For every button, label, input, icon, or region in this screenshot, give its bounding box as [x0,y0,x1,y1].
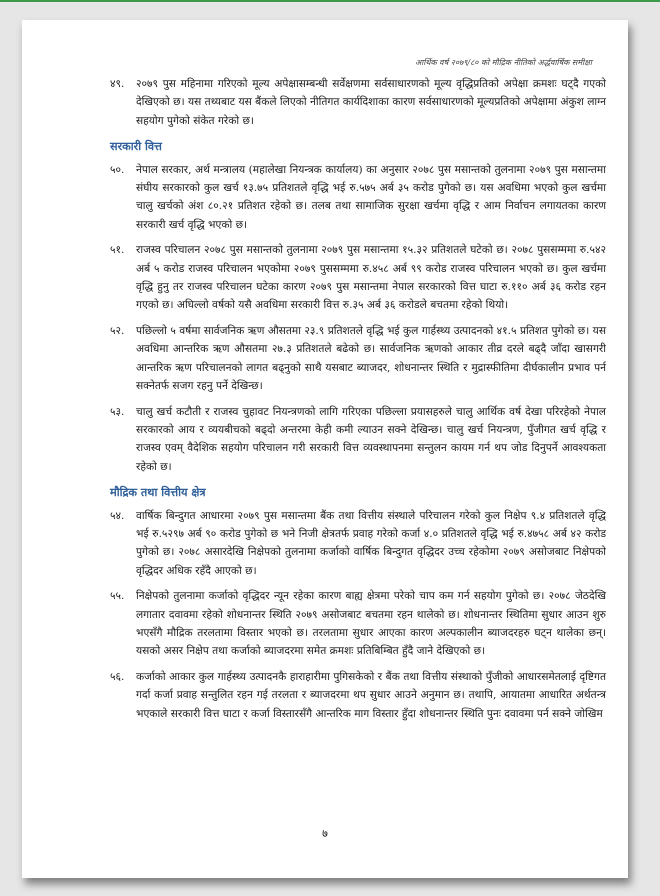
section-heading-monetary-financial: मौद्रिक तथा वित्तीय क्षेत्र [110,485,206,500]
paragraph-text: वार्षिक बिन्दुगत आधारमा २०७९ पुस मसान्तमा बैंक तथा वित्तीय संस्थाले परिचालन गरेको कुल निक्षेप ९.४ प्रतिशतले वृद्धि भई रु.५२९७ अर्ब ९० करोड पुगेको छ भने निजी क्षेत्रतर्फ प्रवाह गरेको कर्जा ४.० प्रतिशतले वृद्धि भई रु.४७५८ अर्ब ४२ करोड पुगेको छ। २०७८ असारदेखि निक्षेपको तुलनामा कर्जाको वार्षिक बिन्दुगत वृद्धिदर उच्च रहेकोमा २०७९ असोजबाट निक्षेपको वृद्धिदर अधिक रहँदै आएको छ। [136,509,606,577]
running-header: आर्थिक वर्ष २०७९/८० को मौद्रिक नीतिको अर्द्धवार्षिक समीक्षा [415,58,592,67]
paragraph-55 [110,587,606,661]
page-content [110,75,606,730]
paragraph-number: ५०. [110,163,125,176]
paragraph-51 [110,241,606,315]
section-heading-government-finance: सरकारी वित्त [110,139,162,154]
paragraph-text: २०७९ पुस महिनामा गरिएको मूल्य अपेक्षासम्बन्धी सर्वेक्षणमा सर्वसाधारणको मूल्य वृद्धिप्रतिको अपेक्षा क्रमशः घट्दै गएको देखिएको छ। यस तथ्यबाट यस बैंकले लिएको नीतिगत कार्यदिशाका कारण सर्वसाधारणको मूल्यप्रतिको अपेक्षामा अंकुश लाग्न सहयोग पुगेको संकेत गरेको छ। [136,78,606,127]
paragraph-50 [110,161,606,235]
paragraph-56 [110,668,606,723]
document-page [22,20,628,878]
paragraph-text: चालु खर्च कटौती र राजस्व चुहावट नियन्त्रणको लागि गरिएका पछिल्ला प्रयासहरुले चालु आर्थिक वर्ष देखा परिरहेको नेपाल सरकारको आय र व्ययबीचको बढ्दो अन्तरमा केही कमी ल्याउन सक्ने देखिन्छ। चालु खर्च नियन्त्रण, पुँजीगत खर्च वृद्धि र राजस्व एवम् वैदेशिक सहयोग परिचालन गरी सरकारी वित्त व्यवस्थापनमा सन्तुलन कायम गर्न थप जोड दिनुपर्ने आवश्यकता रहेको छ। [136,405,606,473]
paragraph-number: ४९. [110,78,125,90]
paragraph-text: राजस्व परिचालन २०७८ पुस मसान्तको तुलनामा २०७९ पुस मसान्तमा १५.३२ प्रतिशतले घटेको छ। २०७८ पुससम्ममा रु.५४२ अर्ब ५ करोड राजस्व परिचालन भएकोमा २०७९ पुससम्ममा रु.४५८ अर्ब ९९ करोड राजस्व परिचालन भएको छ। कुल खर्चमा वृद्धि हुनु तर राजस्व परिचालन घटेका कारण २०७९ पुस मसान्तमा नेपाल सरकारको वित्त घाटा रु.११० अर्ब ३६ करोड रहन गएको छ। अघिल्लो वर्षको यसै अवधिमा सरकारी वित्त रु.३५ अर्ब ३६ करोडले बचतमा रहेको थियो। [136,244,606,312]
paragraph-54 [110,507,606,581]
paragraph-text: नेपाल सरकार, अर्थ मन्त्रालय (महालेखा नियन्त्रक कार्यालय) का अनुसार २०७८ पुस मसान्तको तुलनामा २०७९ पुस मसान्तमा संघीय सरकारको कुल खर्च १३.७५ प्रतिशतले वृद्धि भई रु.५७५ अर्ब ३५ करोड पुगेको छ। यस अवधिमा भएको कुल खर्चमा चालु खर्चको अंश ८०.२१ प्रतिशत रहेको छ। तलब तथा सामाजिक सुरक्षा खर्चमा वृद्धि र आम निर्वाचन लगायतका कारण सरकारी खर्च वृद्धि भएको छ। [136,163,606,231]
paragraph-number: ५५. [110,590,125,603]
paragraph-number: ५१. [110,244,125,257]
paragraph-number: ५४. [110,509,125,522]
paragraph-text: निक्षेपको तुलनामा कर्जाको वृद्धिदर न्यून रहेका कारण बाह्य क्षेत्रमा परेको चाप कम गर्न सहयोग पुगेको छ। २०७८ जेठदेखि लगातार दवावमा रहेको शोधनान्तर स्थिति २०७९ असोजबाट बचतमा रहन थालेको छ। शोधनान्तर स्थितिमा सुधार आउन शुरु भएसँगै मौद्रिक तरलतामा विस्तार भएको छ। तरलतामा सुधार आएका कारण अल्पकालीन ब्याजदरहरु घट्न थालेका छन्। यसको असर निक्षेप तथा कर्जाको ब्याजदरमा समेत क्रमशः प्रतिबिम्बित हुँदै जाने देखिएको छ। [136,590,606,658]
paragraph-number: ५३. [110,405,125,418]
paragraph-number: ५६. [110,670,125,683]
paragraph-52 [110,322,606,396]
paragraph-49 [110,75,606,130]
paragraph-text: पछिल्लो ५ वर्षमा सार्वजनिक ऋण औसतमा २३.९ प्रतिशतले वृद्धि भई कुल गार्हस्थ्य उत्पादनको ४१.५ प्रतिशत पुगेको छ। यस अवधिमा आन्तरिक ऋण औसतमा २७.३ प्रतिशतले बढेको छ। सार्वजनिक ऋणको आकार तीव्र दरले बढ्दै जाँदा खासगरी आन्तरिक ऋण परिचालनको लागत बढ्नुको साथै यसबाट ब्याजदर, शोधनान्तर स्थिति र मुद्रास्फीतिमा दीर्घकालीन प्रभाव पर्न सक्नेतर्फ सजग रहनु पर्ने देखिन्छ। [136,324,606,393]
page-number: ७ [322,827,328,840]
paragraph-text: कर्जाको आकार कुल गार्हस्थ्य उत्पादनकै हाराहारीमा पुगिसकेको र बैंक तथा वित्तीय संस्थाको पुँजीको आधारसमेतलाई दृष्टिगत गर्दा कर्जा प्रवाह सन्तुलित रहन गई तरलता र ब्याजदरमा थप सुधार आउने अनुमान छ। तथापि, आयातमा आधारित अर्थतन्त्र भएकाले सरकारी वित्त घाटा र कर्जा विस्तारसँगै आन्तरिक माग विस्तार हुँदा शोधनान्तर स्थिति पुनः दवावमा पर्न सक्ने जोखिम [136,670,606,720]
paragraph-number: ५२. [110,324,125,337]
paragraph-53 [110,403,606,477]
